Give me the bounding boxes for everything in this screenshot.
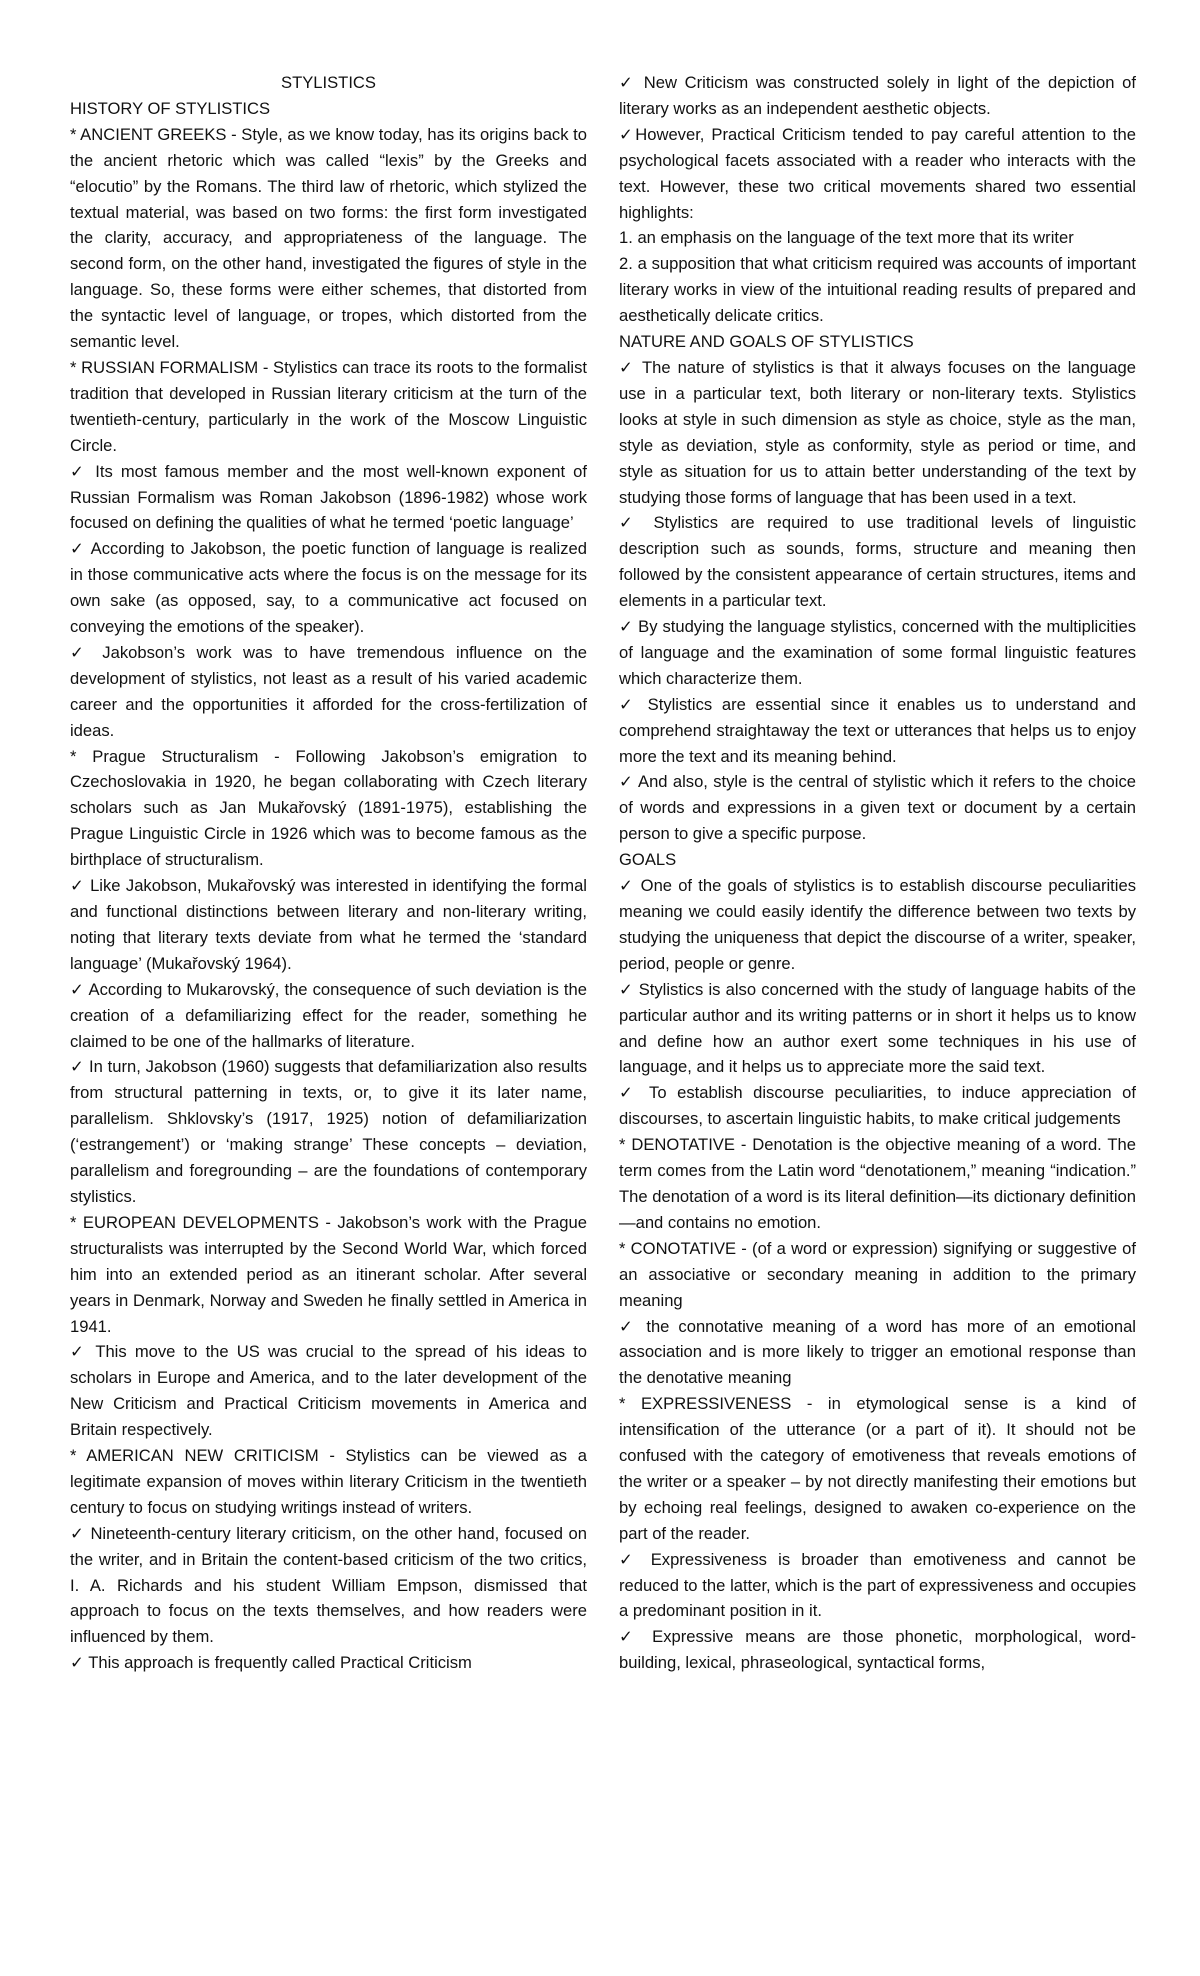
right-column-paragraph: ✓ Stylistics are essential since it enables us to understand and comprehend straightaway the text or utterances that helps us to enjoy more the text and its meaning behind. [619, 694, 1136, 766]
right-column-paragraph: * DENOTATIVE - Denotation is the objective meaning of a word. The term comes from the Latin word “denotationem,” meaning “indication.” The denotation of a word is its literal definition—its dictionary definition—and contains no emotion. [619, 1135, 1136, 1232]
right-column-paragraph: ✓ The nature of stylistics is that it always focuses on the language use in a particular text, both literary or non-literary texts. Stylistics looks at style in such dimension as style as choice, style as the man, style as deviation, style as conformity, style as period or time, and style as situation for us to attain better understanding of the text by studying those forms of language that has been used in a text. [619, 357, 1136, 507]
right-column-paragraph: ✓ And also, style is the central of stylistic which it refers to the choice of words and expressions in a given text or document by a certain person to give a specific purpose. [619, 772, 1136, 844]
left-column [70, 70, 587, 1976]
left-column-paragraph: ✓ Its most famous member and the most well-known exponent of Russian Formalism was Roman Jakobson (1896-1982) whose work focused on defining the qualities of what he termed ‘poetic language’ [70, 461, 587, 533]
right-column-paragraph: * CONOTATIVE - (of a word or expression) signifying or suggestive of an associative or secondary meaning in addition to the primary meaning [619, 1238, 1136, 1310]
left-column-paragraph: ✓ Nineteenth-century literary criticism, on the other hand, focused on the writer, and in Britain the content-based criticism of the two critics, I. A. Richards and his student William Empson, dismissed that approach to focus on the texts themselves, and how readers were influenced by them. [70, 1523, 587, 1647]
right-column-paragraph: NATURE AND GOALS OF STYLISTICS [619, 332, 914, 352]
right-column [619, 70, 1136, 1976]
left-column-paragraph: ✓ Jakobson’s work was to have tremendous influence on the development of stylistics, not least as a result of his varied academic career and the opportunities it afforded for the cross-fertilization of ideas. [70, 642, 587, 740]
right-column-paragraph: ✓ Expressive means are those phonetic, morphological, word-building, lexical, phraseological, syntactical forms, [619, 1627, 1136, 1673]
left-column-paragraph: STYLISTICS [281, 73, 376, 92]
right-column-paragraph: ✓ One of the goals of stylistics is to establish discourse peculiarities meaning we could easily identify the difference between two texts by studying the uniqueness that depict the discourse of a writer, speaker, period, people or genre. [619, 876, 1136, 973]
right-column-paragraph: * EXPRESSIVENESS - in etymological sense is a kind of intensification of the utterance (or a part of it). It should not be confused with the category of emotiveness that reveals emotions of the writer or a speaker – by not directly manifesting their emotions but by echoing real feelings, designed to awaken co-experience on the part of the reader. [619, 1394, 1136, 1543]
left-column-paragraph: ✓ Like Jakobson, Mukařovský was interested in identifying the formal and functional distinctions between literary and non-literary writing, noting that literary texts deviate from what he termed the ‘standard language’ (Mukařovský 1964). [70, 876, 587, 973]
left-column-paragraph: * EUROPEAN DEVELOPMENTS - Jakobson’s work with the Prague structuralists was interrupted by the Second World War, which forced him into an extended period as an itinerant scholar. After several years in Denmark, Norway and Sweden he finally settled in America in 1941. [70, 1212, 587, 1336]
right-column-paragraph: ✓ Stylistics are required to use traditional levels of linguistic description such as sounds, forms, structure and meaning then followed by the consistent appearance of certain structures, items and elements in a particular text. [619, 513, 1136, 611]
left-column-paragraph: ✓ According to Mukarovský, the consequence of such deviation is the creation of a defamiliarizing effect for the reader, something he claimed to be one of the hallmarks of literature. [70, 979, 587, 1051]
right-column-paragraph: GOALS [619, 850, 677, 870]
left-column-paragraph: * Prague Structuralism - Following Jakobson’s emigration to Czechoslovakia in 1920, he began collaborating with Czech literary scholars such as Jan Mukařovský (1891-1975), establishing the Prague Linguistic Circle in 1926 which was to become famous as the birthplace of structuralism. [70, 746, 587, 870]
right-column-paragraph: ✓ By studying the language stylistics, concerned with the multiplicities of language and the examination of some formal linguistic features which characterize them. [619, 617, 1136, 688]
left-column-paragraph: HISTORY OF STYLISTICS [70, 98, 271, 118]
left-column-paragraph: ✓ According to Jakobson, the poetic function of language is realized in those communicative acts where the focus is on the message for its own sake (as opposed, say, to a communicative act focused on conveying the emotions of the speaker). [70, 539, 587, 637]
right-column-paragraph: ✓ Stylistics is also concerned with the study of language habits of the particular author and its writing patterns or in short it helps us to know and define how an author exert some techniques in his use of language, and it helps us to appreciate more the said text. [619, 979, 1136, 1077]
left-column-paragraph: * AMERICAN NEW CRITICISM - Stylistics can be viewed as a legitimate expansion of moves within literary Criticism in the twentieth century to focus on studying writings instead of writers. [70, 1446, 587, 1517]
left-column-paragraph: ✓ This move to the US was crucial to the spread of his ideas to scholars in Europe and America, and to the later development of the New Criticism and Practical Criticism movements in America and Britain respectively. [70, 1342, 587, 1440]
right-column-paragraph: ✓ To establish discourse peculiarities, to induce appreciation of discourses, to ascertain linguistic habits, to make critical judgements [619, 1083, 1136, 1129]
left-column-paragraph: ✓ In turn, Jakobson (1960) suggests that defamiliarization also results from structural patterning in texts, or, to give it its later name, parallelism. Shklovsky’s (1917, 1925) notion of defamiliarization (‘estrangement’) or ‘making strange’ These concepts – deviation, parallelism and foregrounding – are the foundations of contemporary stylistics. [70, 1057, 587, 1206]
left-column-paragraph: * RUSSIAN FORMALISM - Stylistics can trace its roots to the formalist tradition that developed in Russian literary criticism at the turn of the twentieth-century, particularly in the work of the Moscow Linguistic Circle. [70, 357, 587, 455]
left-column-paragraph: * ANCIENT GREEKS - Style, as we know today, has its origins back to the ancient rhetoric which was called “lexis” by the Greeks and “elocutio” by the Romans. The third law of rhetoric, which stylized the textual material, was based on two forms: the first form investigated the clarity, accuracy, and appropriateness of the language. The second form, on the other hand, investigated the figures of style in the language. So, these forms were either schemes, that distorted from the syntactic level of language, or tropes, which distorted from the semantic level. [70, 124, 587, 352]
right-column-paragraph: 2. a supposition that what criticism required was accounts of important literary works in view of the intuitional reading results of prepared and aesthetically delicate critics. [619, 254, 1136, 326]
right-column-paragraph: ✓However, Practical Criticism tended to pay careful attention to the psychological facets associated with a reader who interacts with the text. However, these two critical movements shared two essential highlights: [619, 124, 1136, 222]
right-column-paragraph: ✓ the connotative meaning of a word has more of an emotional association and is more likely to trigger an emotional response than the denotative meaning [619, 1316, 1136, 1388]
right-column-paragraph: 1. an emphasis on the language of the text more that its writer [619, 228, 1074, 248]
left-column-paragraph: ✓ This approach is frequently called Practical Criticism [70, 1653, 472, 1673]
right-column-paragraph: ✓ New Criticism was constructed solely in light of the depiction of literary works as an independent aesthetic objects. [619, 73, 1136, 118]
right-column-paragraph: ✓ Expressiveness is broader than emotiveness and cannot be reduced to the latter, which is the part of expressiveness and occupies a predominant position in it. [619, 1549, 1136, 1621]
